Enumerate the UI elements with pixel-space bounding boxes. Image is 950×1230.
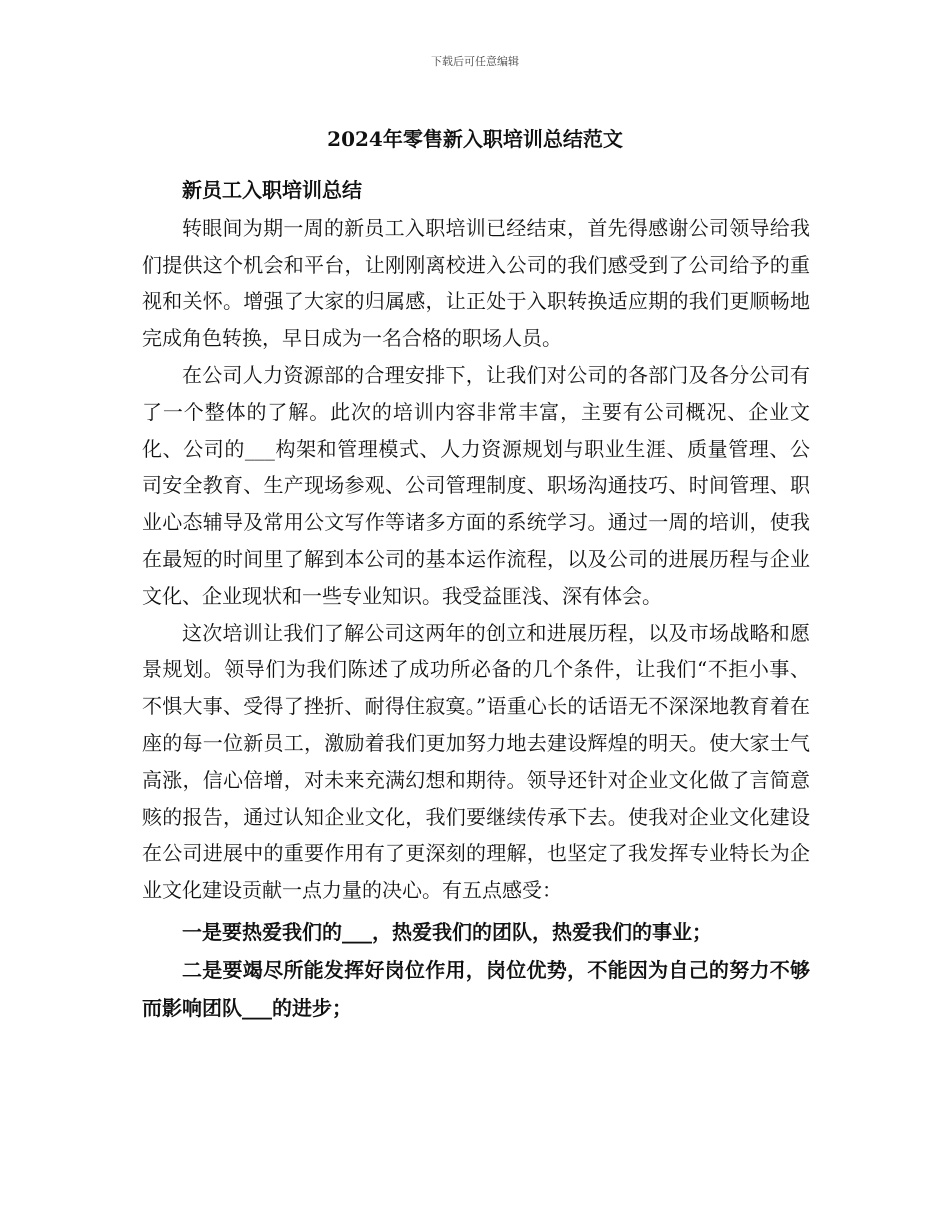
key-point: 二是要竭尽所能发挥好岗位作用，岗位优势，不能因为自己的努力不够而影响团队___的进步； (142, 957, 810, 1020)
key-point: 一是要热爱我们的___，热爱我们的团队，热爱我们的事业； (182, 919, 712, 944)
document-title: 2024年零售新入职培训总结范文 (327, 127, 623, 151)
section-subtitle: 新员工入职培训总结 (182, 178, 362, 202)
paragraph: 转眼间为期一周的新员工入职培训已经结束，首先得感谢公司领导给我们提供这个机会和平台，让刚刚离校进入公司的我们感受到了公司给予的重视和关怀。增强了大家的归属感，让正处于入职转换适应期的我们更顺畅地完成角色转换，早日成为一名合格的职场人员。 (142, 215, 810, 351)
document-body (142, 172, 810, 1027)
paragraph: 在公司人力资源部的合理安排下，让我们对公司的各部门及各分公司有了一个整体的了解。此次的培训内容非常丰富，主要有公司概况、企业文化、公司的___构架和管理模式、人力资源规划与职业生涯、质量管理、公司安全教育、生产现场参观、公司管理制度、职场沟通技巧、时间管理、职业心态辅导及常用公文写作等诸多方面的系统学习。通过一周的培训，使我在最短的时间里了解到本公司的基本运作流程，以及公司的进展历程与企业文化、企业现状和一些专业知识。我受益匪浅、深有体会。 (142, 362, 810, 608)
page-header-note: 下载后可任意编辑 (431, 55, 519, 68)
paragraph: 这次培训让我们了解公司这两年的创立和进展历程，以及市场战略和愿景规划。领导们为我们陈述了成功所必备的几个条件，让我们“不拒小事、不惧大事、受得了挫折、耐得住寂寞。”语重心长的话语无不深深地教育着在座的每一位新员工，激励着我们更加努力地去建设辉煌的明天。使大家士气高涨，信心倍增，对未来充满幻想和期待。领导还针对企业文化做了言简意赅的报告，通过认知企业文化，我们要继续传承下去。使我对企业文化建设在公司进展中的重要作用有了更深刻的理解，也坚定了我发挥专业特长为企业文化建设贡献一点力量的决心。有五点感受： (142, 620, 810, 903)
